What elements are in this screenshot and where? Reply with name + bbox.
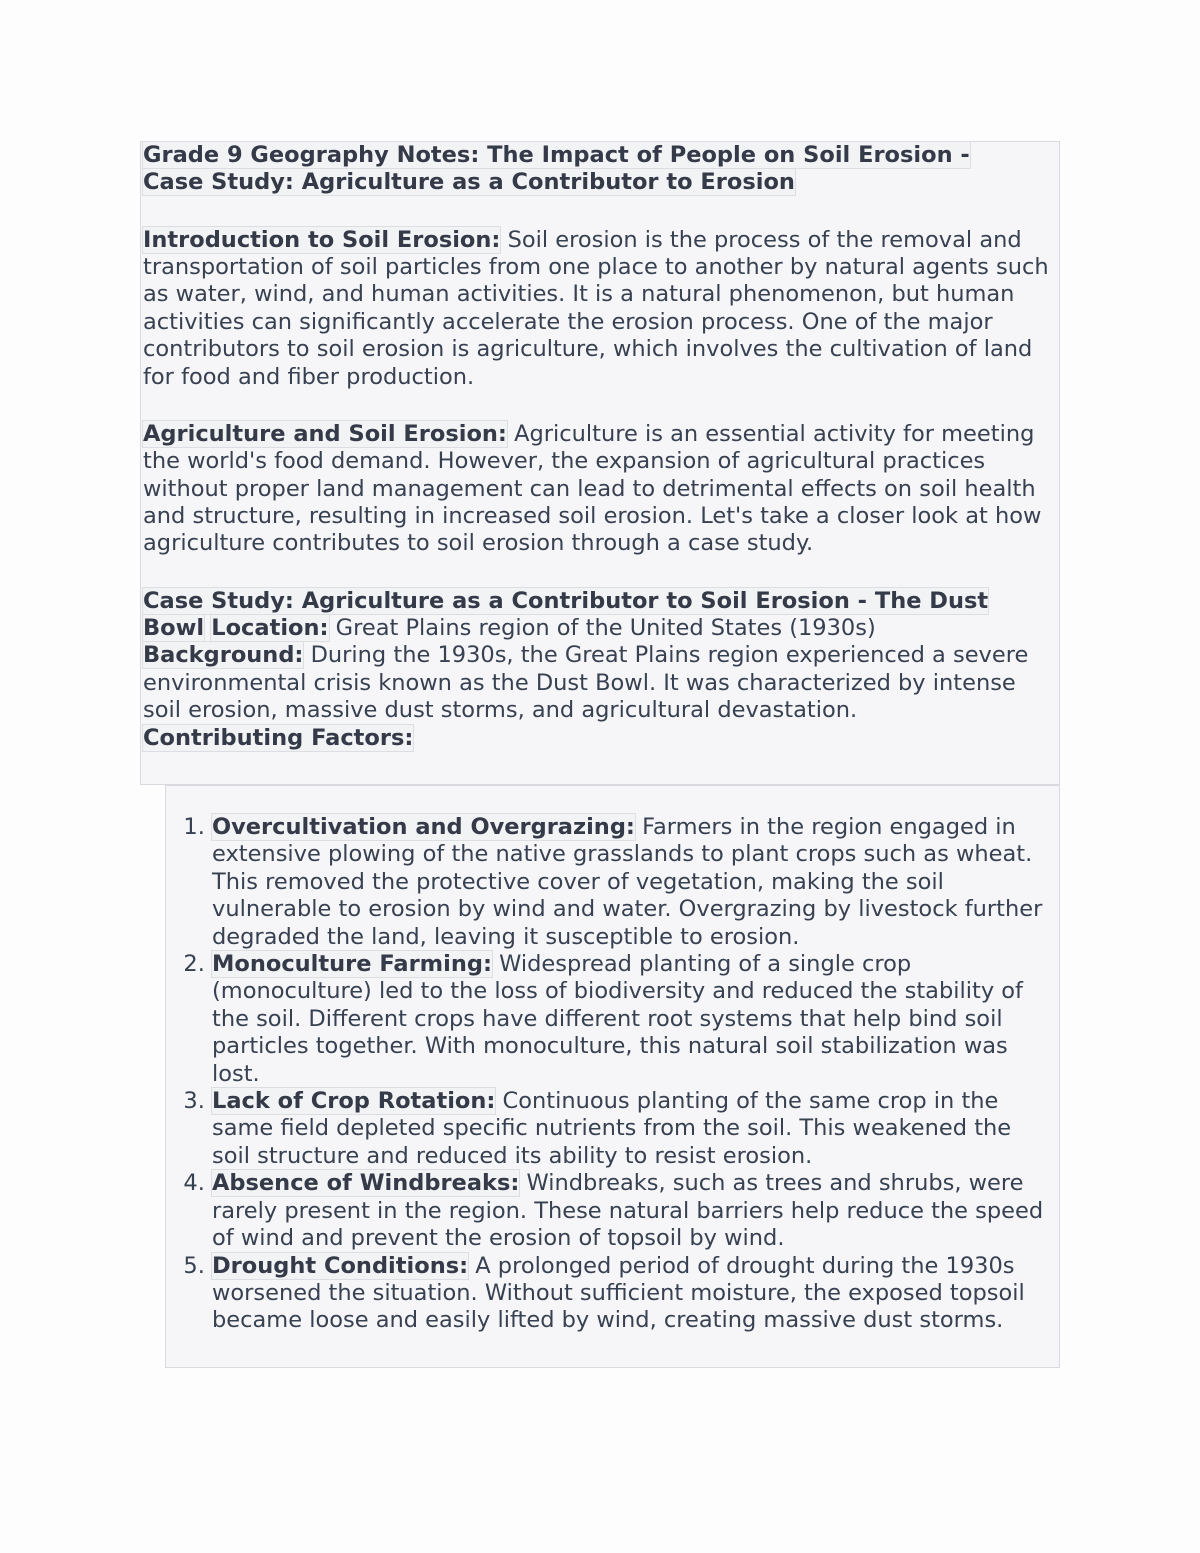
title-line-2: Case Study: Agriculture as a Contributor to Erosion bbox=[143, 169, 795, 196]
location-text: Great Plains region of the United States (1930s) bbox=[328, 615, 876, 642]
contributing-factors-section bbox=[165, 785, 1060, 1368]
notes-intro-section bbox=[140, 141, 1060, 785]
list-item bbox=[212, 951, 1054, 1088]
factor-text: Widespread planting of a single crop (monoculture) led to the loss of biodiversity and reduced the stability of the soil. Different crops have different root systems that help bind soil particles together. With monoculture, this natural soil stabilization was lost. bbox=[212, 951, 1023, 1087]
agriculture-heading: Agriculture and Soil Erosion: bbox=[143, 420, 507, 447]
case-study-heading: Case Study: Agriculture as a Contributor to Soil Erosion - The Dust bbox=[143, 587, 989, 614]
background-text: During the 1930s, the Great Plains region experienced a severe environmental crisis known as the Dust Bowl. It was characterized by intense soil erosion, massive dust storms, and agricultural devastation. bbox=[143, 642, 1029, 724]
factors-list bbox=[166, 814, 1054, 1335]
title-line-1: Grade 9 Geography Notes: The Impact of People on Soil Erosion - bbox=[143, 142, 970, 168]
factor-text: Farmers in the region engaged in extensive plowing of the native grasslands to plant crops such as wheat. This removed the protective cover of vegetation, making the soil vulnerable to erosion by wind and water. Overgrazing by livestock further degraded the land, leaving it susceptible to erosion. bbox=[212, 814, 1043, 950]
agriculture-text: Agriculture is an essential activity for meeting the world's food demand. However, the expansion of agricultural practices without proper land management can lead to detrimental effects on soil health and structure, resulting in increased soil erosion. Let's take a closer look at how agriculture contributes to soil erosion through a case study. bbox=[143, 420, 1042, 557]
background-label: Background: bbox=[143, 642, 304, 669]
factor-text: Continuous planting of the same crop in the same field depleted specific nutrients from the soil. This weakened the soil structure and reduced its ability to resist erosion. bbox=[212, 1088, 1012, 1169]
case-study-heading-cont: Bowl bbox=[143, 615, 205, 642]
intro-heading: Introduction to Soil Erosion: bbox=[143, 226, 501, 253]
factor-text: Windbreaks, such as trees and shrubs, were rarely present in the region. These natural barriers help reduce the speed of wind and prevent the erosion of topsoil by wind. bbox=[212, 1170, 1044, 1252]
case-study-paragraph bbox=[143, 588, 1057, 752]
factor-label: Overcultivation and Overgrazing: bbox=[212, 814, 635, 840]
factor-text: A prolonged period of drought during the 1930s worsened the situation. Without sufficient moisture, the exposed topsoil became loose and easily lifted by wind, creating massive dust storms. bbox=[212, 1252, 1025, 1334]
list-item bbox=[212, 1088, 1054, 1170]
list-item bbox=[212, 1170, 1054, 1252]
contributing-factors-label: Contributing Factors: bbox=[143, 724, 414, 751]
list-item bbox=[212, 814, 1054, 951]
factor-label: Absence of Windbreaks: bbox=[212, 1170, 520, 1197]
intro-paragraph bbox=[143, 227, 1057, 391]
document-title bbox=[143, 142, 1057, 197]
factor-label: Drought Conditions: bbox=[212, 1252, 469, 1279]
intro-text: Soil erosion is the process of the removal and transportation of soil particles from one place to another by natural agents such as water, wind, and human activities. It is a natural phenomenon, but human activities can significantly accelerate the erosion process. One of the major contributors to soil erosion is agriculture, which involves the cultivation of land for food and fiber production. bbox=[143, 226, 1049, 390]
agriculture-paragraph bbox=[143, 421, 1057, 558]
factor-label: Lack of Crop Rotation: bbox=[212, 1088, 496, 1115]
list-item bbox=[212, 1253, 1054, 1335]
location-label: Location: bbox=[211, 615, 329, 642]
factor-label: Monoculture Farming: bbox=[212, 951, 492, 978]
